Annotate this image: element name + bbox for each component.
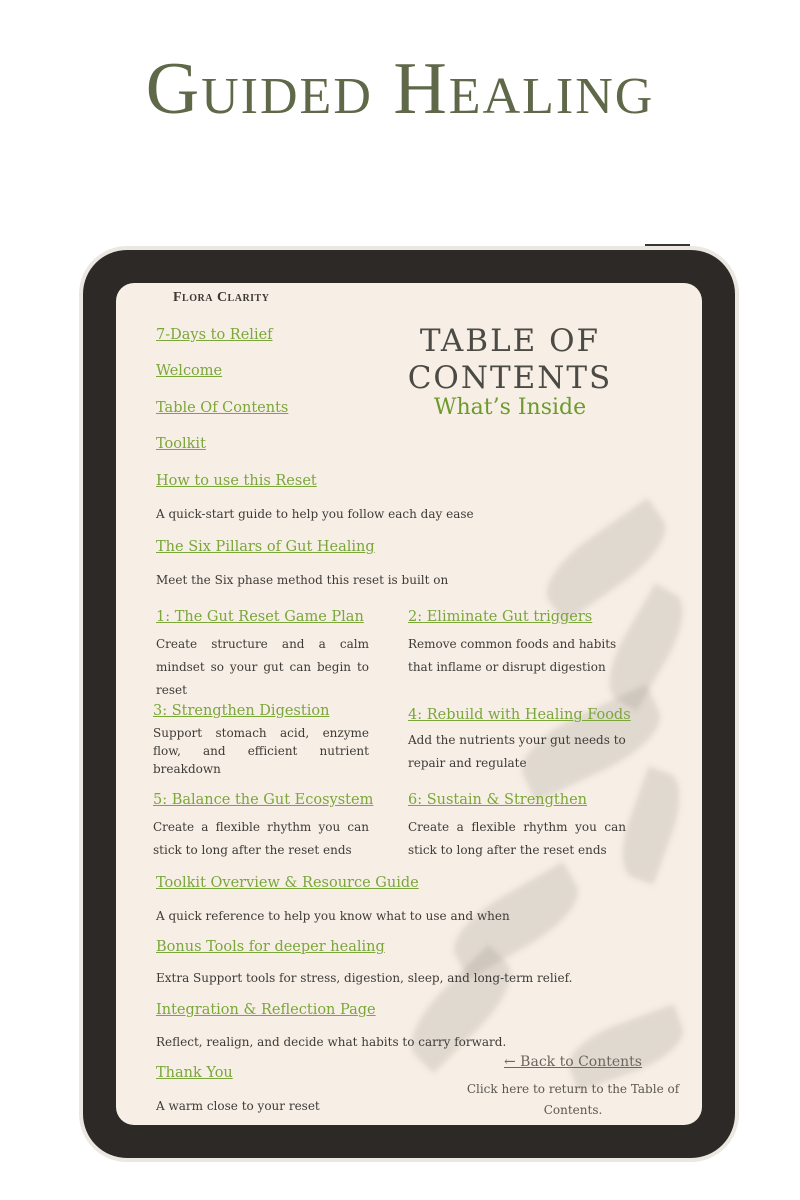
bonus-tools-description: Extra Support tools for stress, digestion, sleep, and long-term relief. <box>156 971 573 985</box>
how-to-description: A quick-start guide to help you follow each day ease <box>156 507 474 521</box>
link-toolkit-overview[interactable]: Toolkit Overview & Resource Guide <box>156 875 419 891</box>
link-six-pillars[interactable]: The Six Pillars of Gut Healing <box>156 539 375 555</box>
link-welcome[interactable]: Welcome <box>156 363 223 379</box>
link-integration[interactable]: Integration & Reflection Page <box>156 1002 376 1018</box>
toc-title: TABLE OF CONTENTS <box>407 323 613 396</box>
link-pillar-6[interactable]: 6: Sustain & Strengthen <box>408 792 587 808</box>
pillar-5-description: Create a flexible rhythm you can stick to long after the reset ends <box>153 820 369 857</box>
link-pillar-4[interactable]: 4: Rebuild with Healing Foods <box>408 707 631 723</box>
link-how-to-use[interactable]: How to use this Reset <box>156 473 317 489</box>
back-to-contents-link[interactable]: ← Back to Contents <box>504 1054 642 1070</box>
brand-logo: Flora Clarity <box>173 290 270 305</box>
pillar-4-description: Add the nutrients your gut needs to repair and regulate <box>408 733 626 770</box>
link-toolkit[interactable]: Toolkit <box>156 436 206 452</box>
six-pillars-description: Meet the Six phase method this reset is built on <box>156 573 449 587</box>
link-table-of-contents[interactable]: Table Of Contents <box>156 400 289 416</box>
link-thank-you[interactable]: Thank You <box>156 1065 233 1081</box>
pillar-3-description: Support stomach acid, enzyme flow, and efficient nutrient breakdown <box>153 726 369 776</box>
link-pillar-2[interactable]: 2: Eliminate Gut triggers <box>408 609 593 625</box>
link-pillar-3[interactable]: 3: Strengthen Digestion <box>153 703 330 719</box>
toolkit-overview-description: A quick reference to help you know what to use and when <box>156 909 510 923</box>
link-pillar-5[interactable]: 5: Balance the Gut Ecosystem <box>153 792 374 808</box>
link-bonus-tools[interactable]: Bonus Tools for deeper healing <box>156 939 385 955</box>
integration-description: Reflect, realign, and decide what habits to carry forward. <box>156 1035 507 1049</box>
tablet-top-button <box>645 244 690 247</box>
pillar-6-description: Create a flexible rhythm you can stick to long after the reset ends <box>408 820 626 857</box>
back-to-contents-note: Click here to return to the Table of Contents. <box>466 1082 680 1117</box>
thank-you-description: A warm close to your reset <box>156 1099 320 1113</box>
link-pillar-1[interactable]: 1: The Gut Reset Game Plan <box>156 609 364 625</box>
pillar-2-description: Remove common foods and habits that inflame or disrupt digestion <box>408 637 617 674</box>
pillar-1-description: Create structure and a calm mindset so your gut can begin to reset <box>156 637 369 697</box>
tablet-volume-up-button <box>736 320 739 358</box>
toc-heading <box>396 323 624 420</box>
toc-subtitle: What’s Inside <box>433 395 587 420</box>
tablet-screen <box>116 283 702 1125</box>
link-7-days-to-relief[interactable]: 7-Days to Relief <box>156 327 273 343</box>
tablet-volume-down-button <box>736 366 739 404</box>
page-title: Guided Healing <box>145 48 655 130</box>
